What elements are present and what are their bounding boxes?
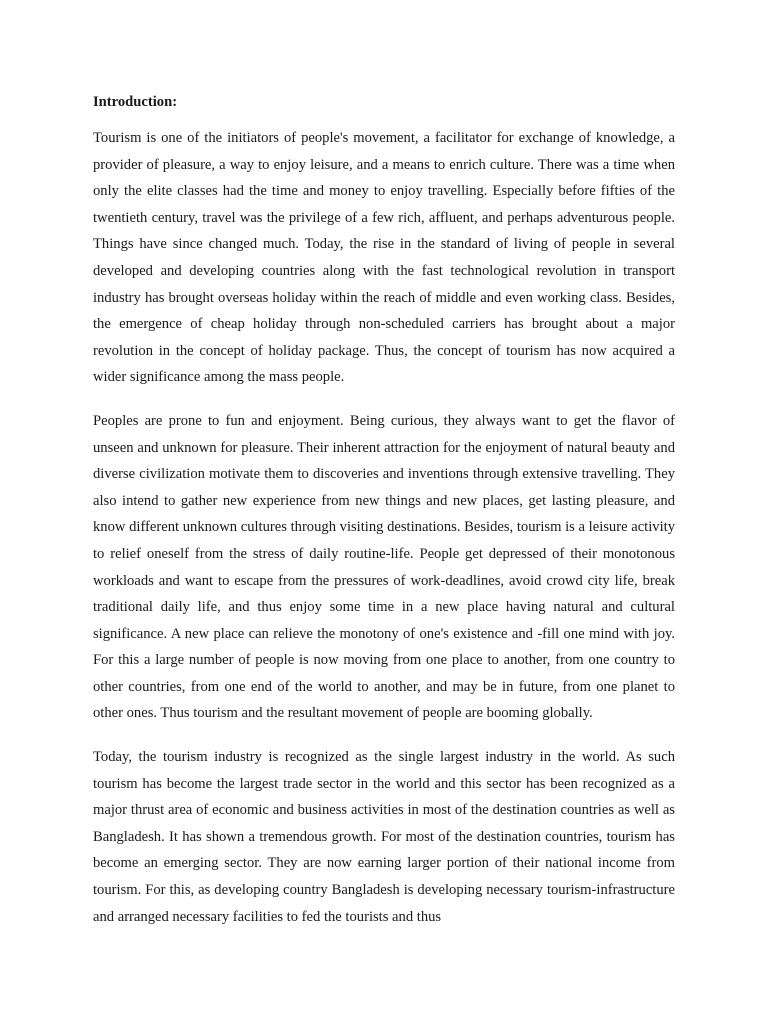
- document-body: [93, 92, 675, 947]
- paragraph-2: Peoples are prone to fun and enjoyment. Being curious, they always want to get the flavor of unseen and unknown for pleasure. Their inherent attraction for the enjoyment of natural beauty and diverse civilization motivate them to discoveries and inventions through extensive travelling. They also intend to gather new experience from new things and new places, get lasting pleasure, and know different unknown cultures through visiting destinations. Besides, tourism is a leisure activity to relief oneself from the stress of daily routine-life. People get depressed of their monotonous workloads and want to escape from the pressures of work-deadlines, avoid crowd city life, break traditional daily life, and thus enjoy some time in a new place having natural and cultural significance. A new place can relieve the monotony of one's existence and -fill one mind with joy. For this a large number of people is now moving from one place to another, from one country to other countries, from one end of the world to another, and may be in future, from one planet to other ones. Thus tourism and the resultant movement of people are booming globally.: [93, 412, 675, 722]
- paragraph-3: Today, the tourism industry is recognized as the single largest industry in the world. As such tourism has become the largest trade sector in the world and this sector has been recognized as a major thrust area of economic and business activities in most of the destination countries as well as Bangladesh. It has shown a tremendous growth. For most of the destination countries, tourism has become an emerging sector. They are now earning larger portion of their national income from tourism. For this, as developing country Bangladesh is developing necessary tourism-infrastructure and arranged necessary facilities to fed the tourists and thus: [93, 749, 675, 925]
- section-heading: Introduction:: [93, 94, 178, 110]
- paragraph-1: Tourism is one of the initiators of people's movement, a facilitator for exchange of knowledge, a provider of pleasure, a way to enjoy leisure, and a means to enrich culture. There was a time when only the elite classes had the time and money to enjoy travelling. Especially before fifties of the twentieth century, travel was the privilege of a few rich, affluent, and perhaps adventurous people. Things have since changed much. Today, the rise in the standard of living of people in several developed and developing countries along with the fast technological revolution in transport industry has brought overseas holiday within the reach of middle and even working class. Besides, the emergence of cheap holiday through non-scheduled carriers has brought about a major revolution in the concept of holiday package. Thus, the concept of tourism has now acquired a wider significance among the mass people.: [93, 130, 675, 386]
